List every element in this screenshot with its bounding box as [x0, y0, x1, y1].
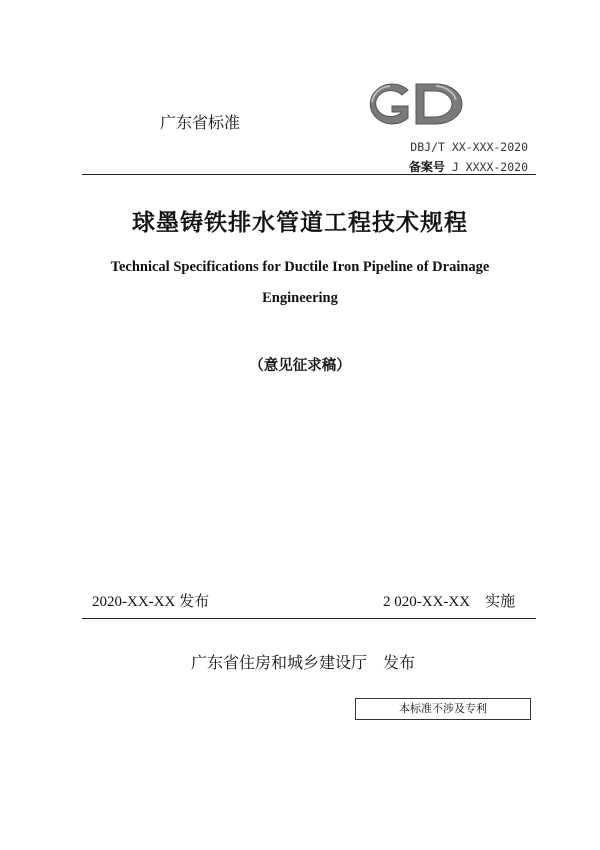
title-english-line2: Engineering [262, 290, 338, 306]
publish-date: 2020-XX-XX 发布 [92, 594, 210, 610]
record-number-line [409, 158, 528, 175]
gd-logo [362, 78, 466, 130]
standard-type: 广东省标准 [160, 113, 241, 132]
record-label: 备案号 [408, 160, 445, 174]
title-chinese: 球墨铸铁排水管道工程技术规程 [132, 210, 468, 236]
logo-letter-g [370, 84, 408, 124]
header-divider [82, 174, 536, 175]
issuer: 广东省住房和城乡建设厅 发布 [190, 653, 415, 672]
title-english-line1: Technical Specifications for Ductile Iron Pipeline of Drainage [110, 259, 490, 275]
logo-letter-d [416, 84, 462, 124]
record-number: J XXXX-2020 [451, 160, 528, 174]
draft-status: （意见征求稿） [249, 358, 351, 374]
standard-code: DBJ/T XX-XXX-2020 [410, 140, 528, 154]
dates-divider [82, 618, 536, 619]
patent-note-box: 本标准不涉及专利 [355, 698, 531, 720]
implement-date: 2 020-XX-XX 实施 [383, 594, 516, 610]
